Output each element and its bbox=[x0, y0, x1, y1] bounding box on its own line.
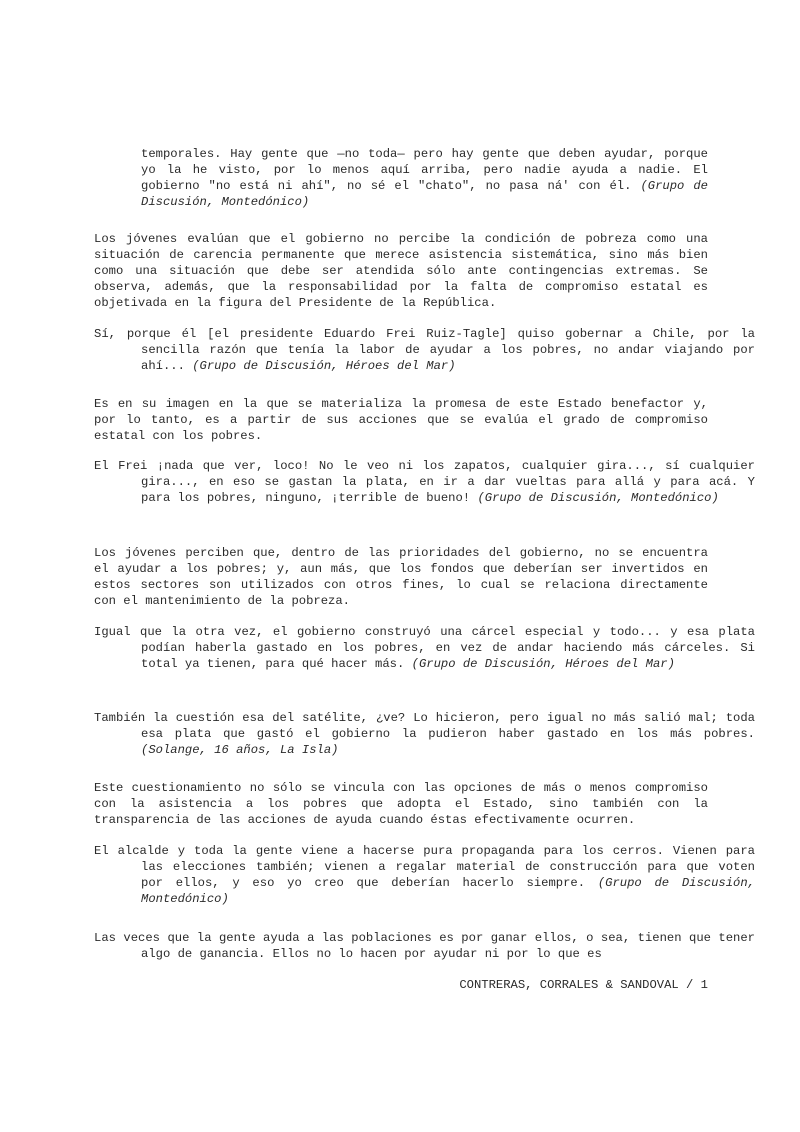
quote-block bbox=[94, 326, 755, 374]
quote-block bbox=[94, 930, 755, 962]
quote-text: Sí, porque él [el presidente Eduardo Frei Ruiz-Tagle] quiso gobernar a Chile, por la sencilla razón que tenía la labor de ayudar a los pobres, no andar viajando por ahí... bbox=[94, 327, 755, 373]
quote-text: Las veces que la gente ayuda a las poblaciones es por ganar ellos, o sea, tienen que tener algo de ganancia. Ellos no lo hacen por ayudar ni por lo que es bbox=[94, 931, 755, 961]
quote-block bbox=[141, 146, 708, 210]
body-paragraph: Este cuestionamiento no sólo se vincula con las opciones de más o menos compromiso con la asistencia a los pobres que adopta el Estado, sino también con la transparencia de las acciones de ayuda cuando éstas efectivamente ocurren. bbox=[94, 781, 708, 827]
quote-text: También la cuestión esa del satélite, ¿ve? Lo hicieron, pero igual no más salió mal; toda esa plata que gastó el gobierno la pudieron haber gastado en los más pobres. bbox=[94, 711, 755, 741]
quote-block bbox=[94, 843, 755, 907]
quote-text: El Frei ¡nada que ver, loco! No le veo ni los zapatos, cualquier gira..., sí cualquier gira..., en eso se gastan la plata, en ir a dar vueltas para allá y para acá. Y para los pobres, ninguno, ¡terrible de bueno! bbox=[94, 459, 755, 505]
quote-text: El alcalde y toda la gente viene a hacerse pura propaganda para los cerros. Vienen para las elecciones también; vienen a regalar material de construcción para que voten por ellos, y eso yo creo que deberían hacerlo siempre. bbox=[94, 844, 755, 890]
quote-text: temporales. Hay gente que —no toda— pero hay gente que deben ayudar, porque yo la he visto, por lo menos aquí arriba, pero nadie ayuda a nadie. El gobierno "no está ni ahí", no sé el "chato", no pasa ná' con él. bbox=[141, 147, 708, 193]
quote-citation: (Grupo de Discusión, Montedónico) bbox=[141, 876, 755, 906]
quote-text: Igual que la otra vez, el gobierno construyó una cárcel especial y todo... y esa plata podían haberla gastado en los pobres, en vez de andar haciendo más cárceles. Si total ya tienen, para qué hacer más. bbox=[94, 625, 755, 671]
quote-block bbox=[94, 624, 755, 672]
quote-citation: (Solange, 16 años, La Isla) bbox=[141, 743, 339, 757]
body-paragraph: Es en su imagen en la que se materializa la promesa de este Estado benefactor y, por lo tanto, es a partir de sus acciones que se evalúa el grado de compromiso estatal con los pobres. bbox=[94, 397, 708, 443]
quote-citation: (Grupo de Discusión, Montedónico) bbox=[141, 179, 708, 209]
body-paragraph: Los jóvenes evalúan que el gobierno no percibe la condición de pobreza como una situación de carencia permanente que merece asistencia sistemática, sino más bien como una situación que debe ser atendida sólo ante contingencias extremas. Se observa, además, que la responsabilidad por la falta de compromiso estatal es objetivada en la figura del Presidente de la República. bbox=[94, 232, 708, 310]
page-footer: CONTRERAS, CORRALES & SANDOVAL / 1 bbox=[459, 978, 708, 992]
body-paragraph: Los jóvenes perciben que, dentro de las prioridades del gobierno, no se encuentra el ayudar a los pobres; y, aun más, que los fondos que deberían ser invertidos en estos sectores son utilizados con otros fines, lo cual se relaciona directamente con el mantenimiento de la pobreza. bbox=[94, 546, 708, 608]
quote-citation: (Grupo de Discusión, Héroes del Mar) bbox=[411, 657, 675, 671]
quote-citation: (Grupo de Discusión, Montedónico) bbox=[477, 491, 719, 505]
quote-citation: (Grupo de Discusión, Héroes del Mar) bbox=[192, 359, 456, 373]
quote-block bbox=[94, 458, 755, 506]
quote-block bbox=[94, 710, 755, 758]
